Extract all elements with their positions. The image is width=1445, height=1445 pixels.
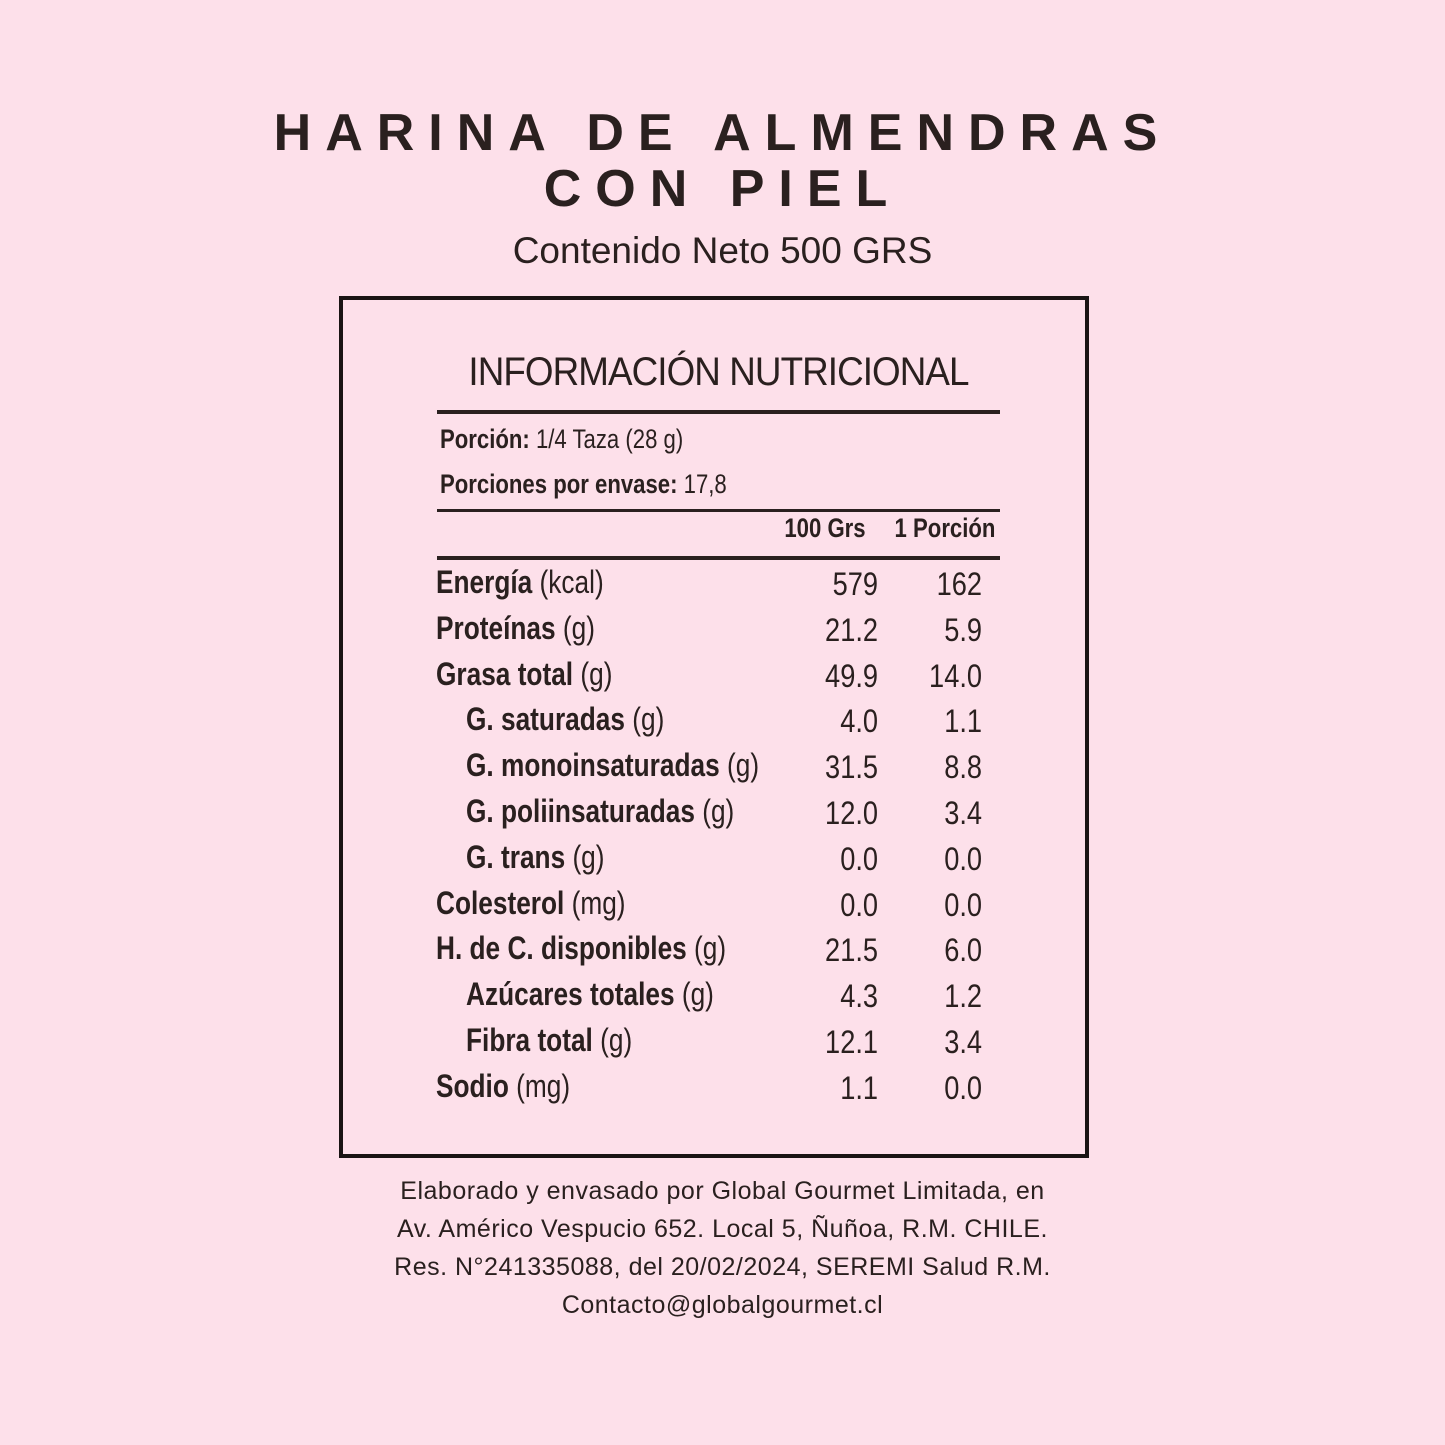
column-header-portion: 1 Porción [894, 513, 996, 543]
column-header-100g: 100 Grs [784, 513, 866, 543]
nutrient-name: Energía [436, 564, 533, 600]
nutrient-name: Proteínas [436, 609, 556, 646]
value-per-portion: 0.0 [944, 886, 982, 923]
nutrient-label [436, 930, 726, 967]
value-per-100g: 0.0 [840, 840, 878, 877]
nutrient-unit: (g) [686, 930, 727, 967]
nutrient-unit: (mg) [508, 1067, 571, 1104]
nutrient-unit: (g) [573, 655, 613, 692]
value-per-100g: 0.0 [840, 886, 878, 923]
nutrition-row [0, 885, 1445, 929]
nutrient-label [466, 701, 664, 738]
serving-size-value: 1/4 Taza (28 g) [529, 424, 684, 454]
nutrient-unit: (mg) [564, 884, 626, 921]
nutrient-name: G. monoinsaturadas [466, 747, 720, 784]
nutrient-name: Colesterol [436, 884, 565, 921]
nutrient-label [436, 564, 604, 601]
servings-per-container [440, 469, 727, 500]
value-per-portion: 162 [936, 566, 982, 602]
nutrient-name: Fibra total [466, 1022, 593, 1058]
value-per-portion: 8.8 [944, 749, 982, 786]
value-per-portion: 5.9 [944, 611, 982, 648]
nutrient-name: H. de C. disponibles [436, 930, 687, 967]
divider-rule [437, 410, 1000, 414]
net-content: Contenido Neto 500 GRS [512, 230, 933, 271]
footer-line: Res. N°241335088, del 20/02/2024, SEREMI Salud R.M. [394, 1253, 1051, 1281]
serving-size [440, 424, 683, 455]
serving-size-label: Porción: [440, 424, 530, 454]
manufacturer-info [0, 1172, 1445, 1324]
value-per-100g: 1.1 [840, 1069, 878, 1106]
value-per-100g: 31.5 [825, 749, 878, 786]
value-per-100g: 4.3 [840, 978, 878, 1015]
value-per-portion: 1.2 [944, 978, 982, 1015]
nutrition-row [0, 610, 1445, 654]
nutrient-label [436, 885, 626, 922]
product-title-line1: HARINA DE ALMENDRAS [273, 104, 1172, 162]
nutrient-label [436, 656, 612, 693]
value-per-portion: 6.0 [944, 932, 982, 969]
nutrient-unit: (g) [565, 838, 605, 875]
nutrition-row [0, 701, 1445, 745]
contact-email: Contacto@globalgourmet.cl [561, 1291, 884, 1319]
value-per-portion: 0.0 [944, 840, 982, 877]
servings-per-container-label: Porciones por envase: [440, 469, 678, 499]
nutrient-unit: (g) [719, 747, 760, 784]
nutrient-name: G. poliinsaturadas [466, 793, 695, 829]
value-per-100g: 579 [832, 566, 878, 602]
nutrient-name: Sodio [436, 1067, 509, 1104]
nutrient-label [466, 1022, 632, 1059]
value-per-100g: 49.9 [825, 657, 878, 694]
nutrition-row [0, 793, 1445, 837]
nutrient-label [436, 610, 595, 647]
nutrition-row [0, 656, 1445, 700]
product-title-line2: CON PIEL [543, 160, 902, 218]
nutrient-name: G. trans [466, 838, 566, 875]
nutrition-row [0, 976, 1445, 1020]
divider-rule [437, 509, 1000, 512]
nutrient-name: G. saturadas [466, 701, 625, 738]
nutrient-label [466, 747, 759, 784]
nutrient-unit: (g) [624, 701, 665, 738]
nutrient-unit: (g) [592, 1022, 633, 1058]
nutrition-row [0, 564, 1445, 608]
nutrient-label [466, 839, 605, 876]
value-per-portion: 0.0 [944, 1069, 982, 1106]
value-per-portion: 3.4 [944, 1024, 982, 1060]
nutrient-unit: (g) [674, 976, 714, 1013]
nutrition-row [0, 1068, 1445, 1112]
nutrition-row [0, 747, 1445, 791]
nutrition-row [0, 1022, 1445, 1066]
nutrient-name: Grasa total [436, 655, 574, 692]
divider-rule [437, 556, 1000, 560]
value-per-portion: 14.0 [929, 657, 982, 694]
value-per-portion: 3.4 [944, 795, 982, 831]
value-per-100g: 12.0 [825, 795, 878, 831]
nutrient-label [466, 976, 714, 1013]
nutrient-name: Azúcares totales [466, 976, 675, 1013]
nutrition-row [0, 930, 1445, 974]
nutrition-heading: INFORMACIÓN NUTRICIONAL [468, 350, 969, 394]
nutrition-row [0, 839, 1445, 883]
footer-line: Av. Américo Vespucio 652. Local 5, Ñuñoa, R.M. CHILE. [397, 1215, 1048, 1243]
nutrient-unit: (kcal) [532, 564, 604, 600]
nutrient-unit: (g) [555, 609, 595, 646]
footer-line: Elaborado y envasado por Global Gourmet Limitada, en [400, 1177, 1045, 1205]
nutrient-unit: (g) [694, 793, 735, 829]
nutrient-label [436, 1068, 570, 1105]
value-per-portion: 1.1 [944, 703, 982, 740]
value-per-100g: 4.0 [840, 703, 878, 740]
nutrient-label [466, 793, 734, 830]
value-per-100g: 12.1 [825, 1024, 878, 1060]
value-per-100g: 21.5 [825, 932, 878, 969]
servings-per-container-value: 17,8 [677, 469, 727, 499]
value-per-100g: 21.2 [825, 611, 878, 648]
